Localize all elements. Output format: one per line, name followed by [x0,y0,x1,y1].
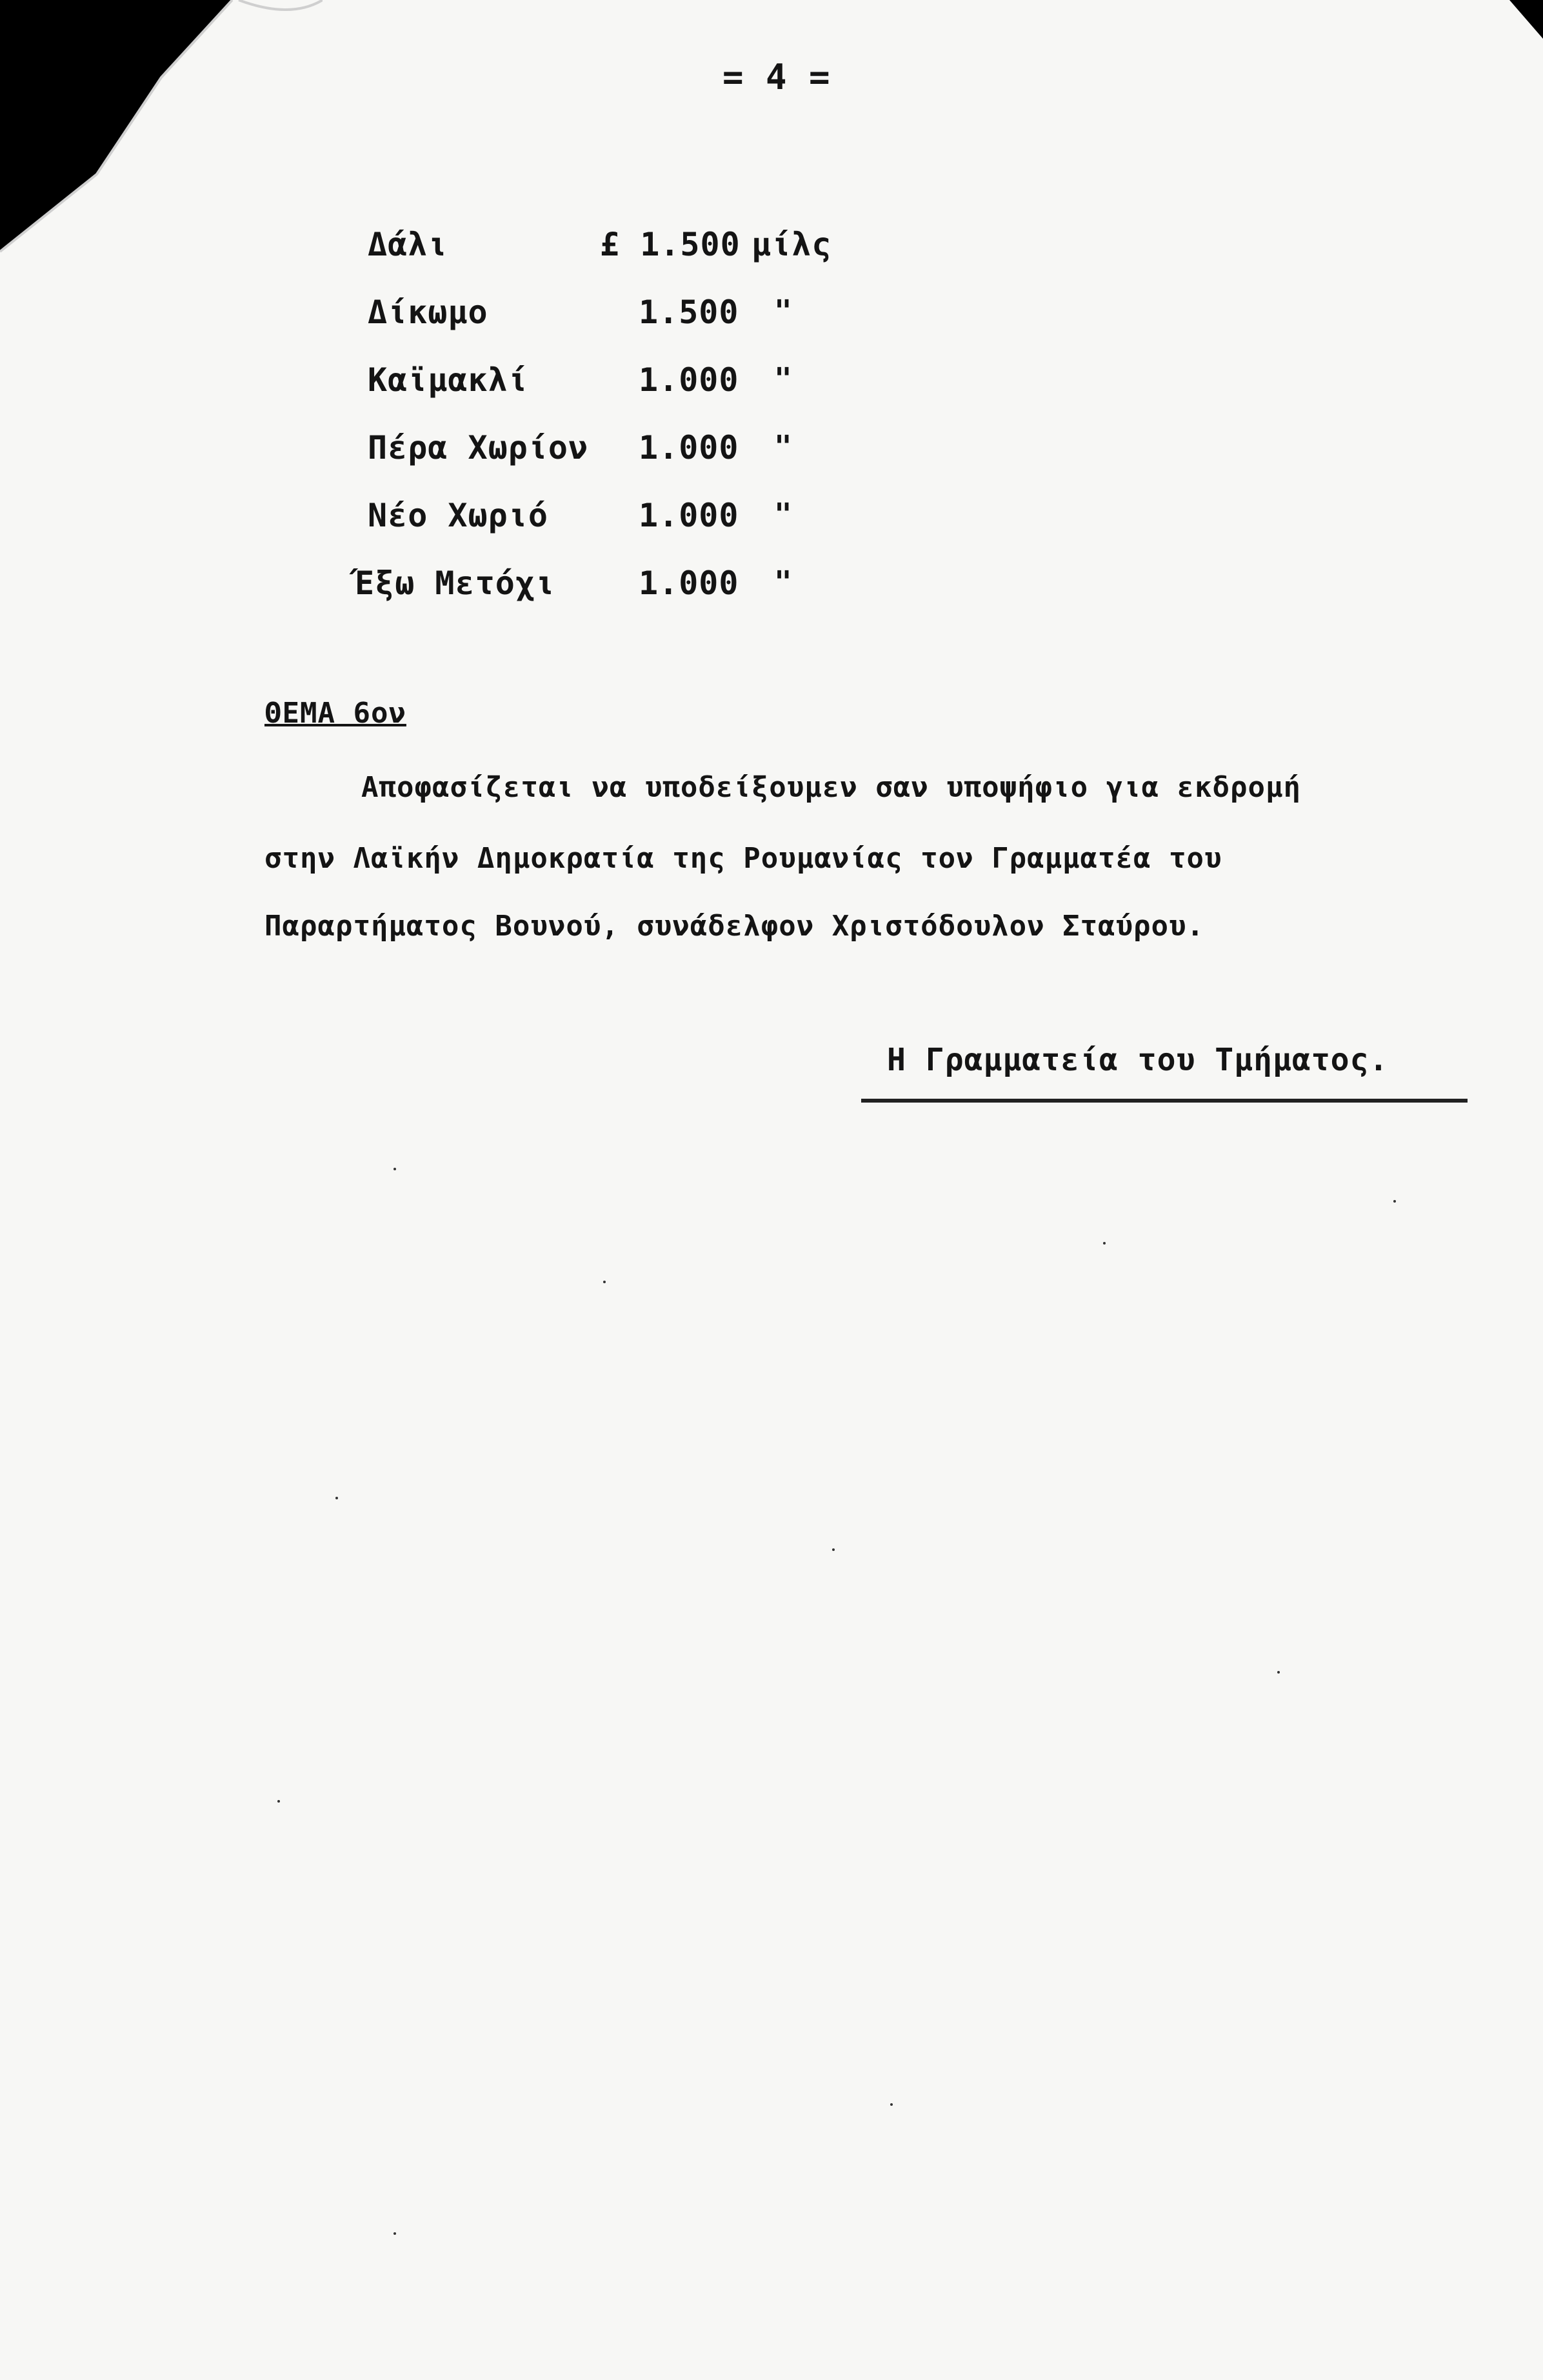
row-place: Πέρα Χωρίον [368,429,589,466]
row-ditto: " [774,497,793,532]
row-amount: £ 1.500 [600,226,741,263]
row-place: Νέο Χωριό [368,497,548,534]
decision-line: Αποφασίζεται να υποδείξουμεν σαν υποψήφιο για εκδρομή [361,771,1301,804]
signature-text: Η Γραμματεία του Τμήματος. [887,1042,1389,1078]
row-ditto: " [774,429,793,464]
row-place: Δίκωμο [368,294,488,331]
row-unit: μίλς [752,226,832,263]
scan-speck [393,1168,396,1170]
scan-speck [832,1548,835,1551]
row-ditto: " [774,294,793,328]
row-place: Έξω Μετόχι [355,565,556,602]
row-amount: 1.500 [639,294,739,331]
scan-speck [1277,1671,1280,1674]
decision-line: Παραρτήματος Βουνού, συνάδελφον Χριστόδουλον Σταύρου. [264,910,1204,943]
decision-line: στην Λαϊκήν Δημοκρατία της Ρουμανίας τον Γραμματέα του [264,842,1222,875]
scan-speck [335,1497,338,1499]
torn-corner-shadow [0,0,323,271]
scan-speck [890,2103,893,2106]
row-amount: 1.000 [639,429,739,466]
page-number: = 4 = [722,57,831,97]
row-amount: 1.000 [639,361,739,399]
scan-speck [1393,1200,1396,1203]
scan-speck [1103,1242,1106,1245]
scan-speck [603,1281,606,1283]
row-place: Καϊμακλί [368,361,528,399]
scan-speck [393,2232,396,2235]
row-amount: 1.000 [639,497,739,534]
row-ditto: " [774,565,793,599]
row-ditto: " [774,361,793,396]
signature-line [861,1099,1468,1103]
theme-heading: ΘΕΜΑ 6ον [264,697,406,730]
row-amount: 1.000 [639,565,739,602]
row-place: Δάλι [368,226,448,263]
scan-speck [277,1800,280,1803]
